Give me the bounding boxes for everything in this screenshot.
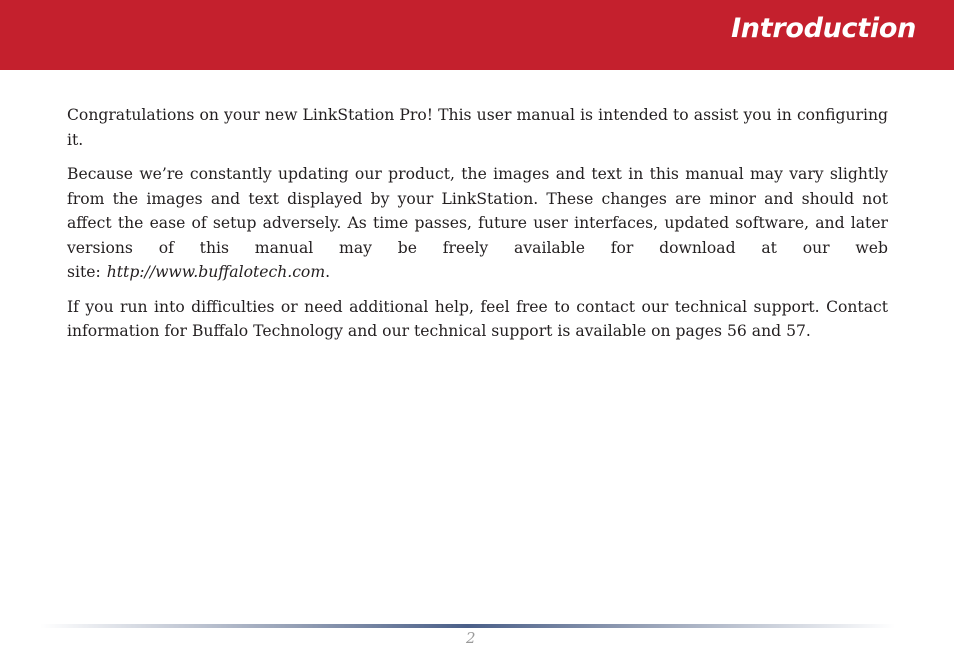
paragraph-updates (67, 162, 888, 285)
paragraph-support: If you run into difficulties or need additional help, feel free to contact our technical support. Contact information for Buffalo Technology and our technical support is available on pages 56 and 57. (67, 297, 888, 340)
website-link[interactable]: http://www.buffalotech.com (106, 263, 326, 281)
paragraph-updates-text: Because we’re constantly updating our product, the images and text in this manual may vary slightly from the images and text displayed by your LinkStation. These changes are minor and should not affect the ease of setup adversely. As time passes, future user interfaces, updated software, and later versions of this manual may be freely available for download at our web site: (67, 165, 888, 281)
header-bar (0, 0, 954, 70)
page-title: Introduction (731, 13, 916, 44)
footer-divider (40, 624, 895, 628)
main-content (67, 103, 888, 354)
paragraph-intro: Congratulations on your new LinkStation Pro! This user manual is intended to assist you in configuring it. (67, 106, 888, 149)
page-number: 2 (466, 629, 476, 647)
paragraph-updates-end: . (325, 263, 331, 281)
